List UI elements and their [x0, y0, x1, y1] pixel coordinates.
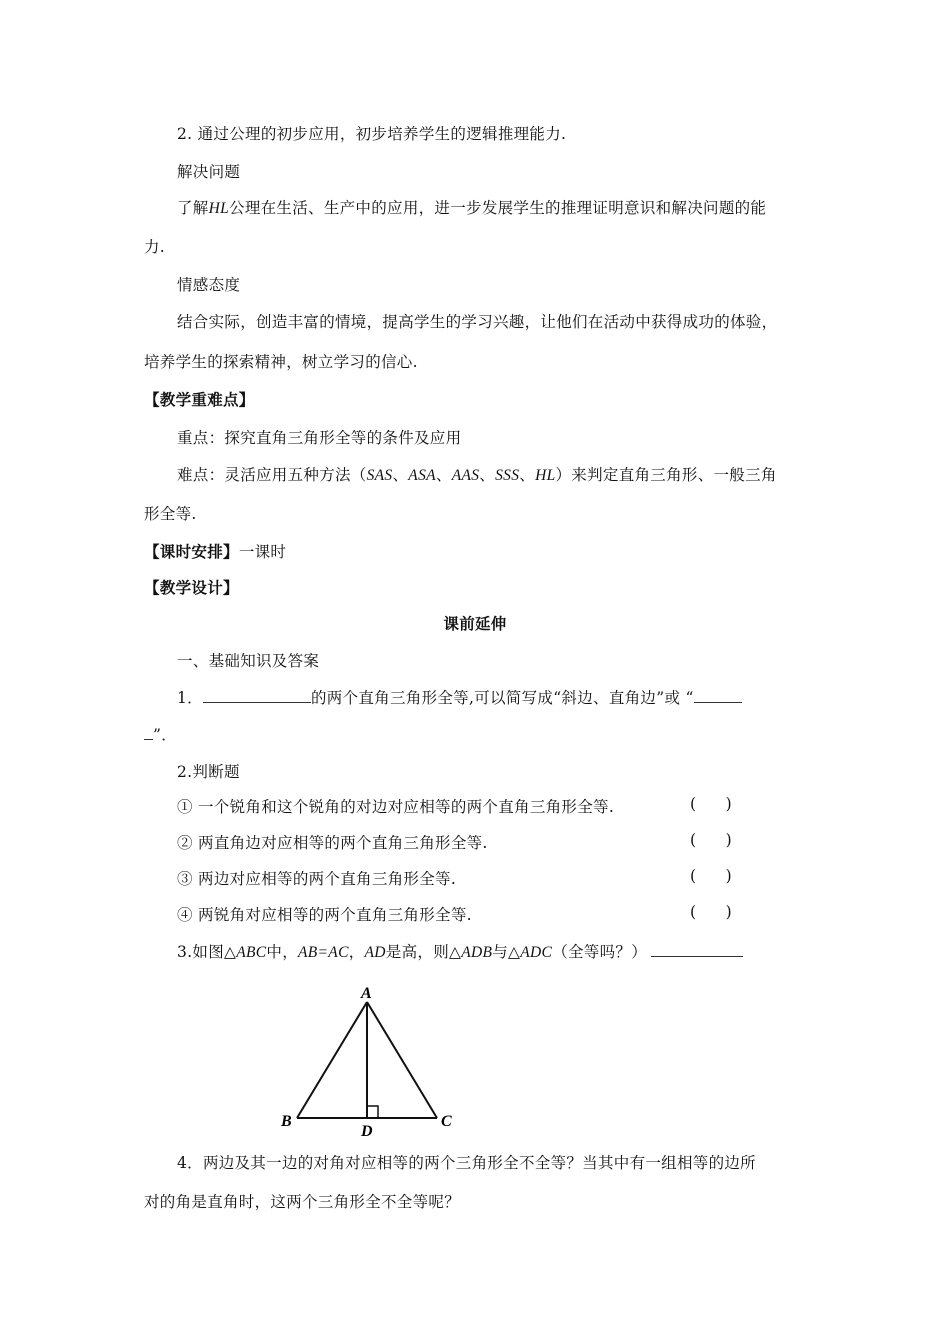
label-d: D [361, 1123, 373, 1140]
judgment-3-paren: ( ) [690, 867, 732, 885]
answer-blank [203, 688, 311, 703]
schedule-value: 一课时 [238, 543, 287, 561]
problem-solving-cont: 力. [144, 238, 166, 256]
section-basic-knowledge: 一、基础知识及答案 [177, 652, 320, 670]
focus-text: 重点：探究直角三角形全等的条件及应用 [177, 429, 462, 447]
judgment-1: ① 一个锐角和这个锐角的对边对应相等的两个直角三角形全等. [177, 798, 615, 816]
pre-class-title: 课前延伸 [443, 614, 507, 633]
answer-blank [651, 942, 743, 957]
difficulty-cont: 形全等. [144, 505, 197, 523]
judgment-4: ④ 两锐角对应相等的两个直角三角形全等. [177, 906, 472, 924]
emotion-heading: 情感态度 [177, 276, 241, 294]
judgment-2: ② 两直角边对应相等的两个直角三角形全等. [177, 834, 488, 852]
question-4: 4．两边及其一边的对角对应相等的两个三角形全不全等？当其中有一组相等的边所 [177, 1154, 756, 1172]
judgment-4-paren: ( ) [690, 903, 732, 921]
judgment-2-paren: ( ) [690, 831, 732, 849]
design-heading: 【教学设计】 [144, 578, 239, 597]
label-c: C [441, 1113, 452, 1130]
key-points-heading: 【教学重难点】 [144, 390, 255, 409]
question-1: 1． 的两个直角三角形全等,可以简写成“斜边、直角边”或 “ [177, 686, 742, 708]
judgment-3: ③ 两边对应相等的两个直角三角形全等. [177, 870, 457, 888]
answer-blank [694, 688, 742, 703]
label-a: A [361, 985, 372, 1002]
side-ac [367, 1002, 437, 1118]
answer-blank [144, 725, 153, 740]
right-angle-mark [367, 1106, 378, 1118]
label-b: B [281, 1113, 292, 1130]
schedule-line [144, 540, 286, 562]
side-ab [297, 1002, 367, 1118]
difficulty-text: 难点：灵活应用五种方法（SAS、ASA、AAS、SSS、HL）来判定直角三角形、一般三角 [177, 466, 777, 484]
problem-solving-text: 了解HL公理在生活、生产中的应用，进一步发展学生的推理证明意识和解决问题的能 [177, 199, 767, 217]
judgment-1-paren: ( ) [690, 795, 732, 813]
emotion-cont: 培养学生的探索精神，树立学习的信心. [144, 353, 418, 371]
problem-solving-heading: 解决问题 [177, 163, 241, 181]
triangle-figure [270, 980, 470, 1140]
question-4-cont: 对的角是直角时，这两个三角形全不全等呢？ [144, 1193, 461, 1211]
question-1-cont: ”． [144, 723, 177, 745]
schedule-heading: 【课时安排】 [144, 542, 239, 561]
question-2-heading: 2.判断题 [177, 763, 240, 781]
question-3: 3.如图△ABC中，AB=AC，AD是高，则△ADB与△ADC（全等吗？） [177, 940, 743, 962]
emotion-text: 结合实际，创造丰富的情境，提高学生的学习兴趣，让他们在活动中获得成功的体验， [177, 313, 778, 331]
objective-item-2: 2. 通过公理的初步应用，初步培养学生的逻辑推理能力. [177, 125, 567, 143]
